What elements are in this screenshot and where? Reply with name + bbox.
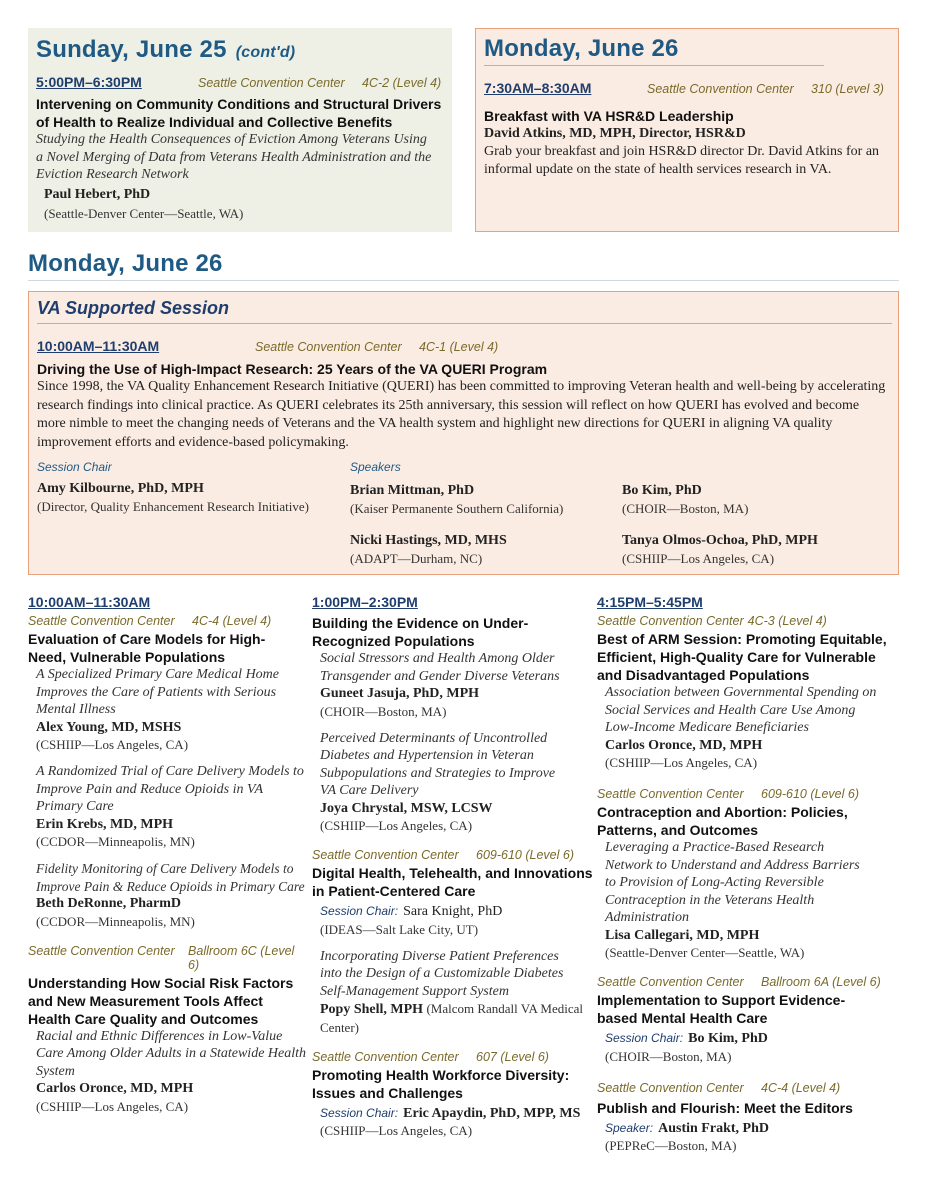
presenter-name: Beth DeRonne, PharmD: [36, 896, 182, 911]
presentation-title: Leveraging a Practice-Based Research Network to Understand and Address Barriers to Provision of Long-Acting Reversible Contraception in the Veterans Health Administration: [605, 840, 860, 925]
col1-s2-venue: Seattle Convention Center: [28, 943, 175, 958]
col3-s1-item: [597, 684, 897, 771]
presenter-name: Popy Shell, MPH: [320, 1002, 424, 1017]
col1-s1-room: 4C-4 (Level 4): [192, 614, 272, 628]
va-session-title: Driving the Use of High-Impact Research: 25 Years of the VA QUERI Program: [37, 361, 548, 377]
va-speakers-label: Speakers: [350, 460, 401, 474]
col1-time: 10:00AM–11:30AM: [28, 594, 151, 610]
presenter-aff: (CSHIIP—Los Angeles, CA): [320, 818, 473, 833]
col3-s2-venue: Seattle Convention Center: [597, 787, 744, 801]
va-speaker-2: [622, 482, 882, 517]
speaker-aff: (PEPReC—Boston, MA): [605, 1138, 737, 1153]
col3-s2-meta: [597, 787, 897, 801]
col3-s4-meta: [597, 1081, 897, 1095]
va-speaker-3: [350, 532, 610, 567]
va-speaker-aff: (ADAPT—Durham, NC): [350, 550, 483, 566]
presenter-aff: (CSHIIP—Los Angeles, CA): [36, 737, 189, 752]
va-speaker-name: Tanya Olmos-Ochoa, PhD, MPH: [622, 533, 818, 548]
col3-s4-venue: Seattle Convention Center: [597, 1080, 744, 1095]
va-speaker-aff: (CHOIR—Boston, MA): [622, 500, 749, 516]
session-chair-name: Eric Apaydin, PhD, MPP, MS: [403, 1105, 581, 1121]
sunday-presentation: Studying the Health Consequences of Eviction Among Veterans Using a Novel Merging of Data from Veterans Health Administration and the Eviction Research Network: [36, 132, 432, 182]
presenter-aff: (CCDOR—Minneapolis, MN): [36, 834, 195, 849]
session-chair-aff: (CSHIIP—Los Angeles, CA): [320, 1123, 473, 1138]
presenter-aff: (Malcom Randall VA Medical Center): [320, 1001, 584, 1035]
sunday-box: [28, 28, 452, 232]
presenter-name: Alex Young, MD, MSHS: [36, 719, 182, 735]
session-chair-name: Bo Kim, PhD: [688, 1031, 768, 1046]
presenter-name: Joya Chrystal, MSW, LCSW: [320, 800, 493, 816]
col2-s2-item: [312, 948, 594, 1036]
va-speaker-name: Nicki Hastings, MD, MHS: [350, 533, 507, 548]
col2-s1-title: Building the Evidence on Under-Recognized Populations: [312, 615, 529, 649]
monday-box-time: 7:30AM–8:30AM: [484, 80, 592, 96]
session-chair-label: Session Chair:: [605, 1031, 684, 1045]
session-chair-aff: (CHOIR—Boston, MA): [605, 1048, 732, 1064]
col2-s2-chair: [312, 900, 594, 938]
col1-s1-item-1: [28, 666, 306, 753]
col1-s1-meta: [28, 614, 306, 628]
presenter-line: [320, 1000, 594, 1036]
column-3: [597, 594, 897, 1154]
monday-heading: Monday, June 26: [28, 250, 223, 277]
session-chair-label: Session Chair:: [320, 904, 399, 918]
presenter-name: Carlos Oronce, MD, MPH: [36, 1081, 194, 1096]
col1-s1-item-3: [28, 860, 306, 930]
monday-box-description: Grab your breakfast and join HSR&D director Dr. David Atkins for an informal update on the state of health services research in VA.: [484, 143, 880, 177]
presentation-title: Racial and Ethnic Differences in Low-Value Care Among Older Adults in a Statewide Health System: [36, 1028, 307, 1079]
sunday-session-title: Intervening on Community Conditions and Structural Drivers of Health to Realize Individual and Collective Benefits: [36, 96, 442, 130]
monday-breakfast-box: [475, 28, 899, 232]
col2-s1-item-1: [312, 650, 594, 720]
presentation-title: Association between Governmental Spending on Social Services and Health Care Use Among Low-Income Medicare Beneficiaries: [605, 685, 877, 735]
presenter-aff: (CHOIR—Boston, MA): [320, 703, 447, 719]
monday-box-room: 310 (Level 3): [811, 82, 884, 96]
presentation-title: Social Stressors and Health Among Older Transgender and Gender Diverse Veterans: [320, 651, 560, 684]
monday-box-venue: Seattle Convention Center: [647, 82, 794, 96]
col3-s3-chair: [597, 1027, 897, 1065]
col1-s1-venue: Seattle Convention Center: [28, 614, 175, 628]
va-speaker-name: Bo Kim, PhD: [622, 483, 702, 498]
va-chair-aff: (Director, Quality Enhancement Research Initiative): [37, 498, 310, 514]
sunday-affiliation: (Seattle-Denver Center—Seattle, WA): [44, 206, 244, 221]
va-session-room: 4C-1 (Level 4): [419, 340, 499, 354]
col2-s2-room: 609-610 (Level 6): [476, 848, 574, 862]
sunday-room: 4C-2 (Level 4): [362, 76, 442, 90]
monday-box-meta: [484, 80, 890, 96]
col3-s2-title: Contraception and Abortion: Policies, Patterns, and Outcomes: [597, 804, 848, 838]
col3-s1-title: Best of ARM Session: Promoting Equitable, Efficient, High-Quality Care for Vulnerable and Disadvantaged Populations: [597, 631, 887, 683]
va-speaker-4: [622, 532, 892, 567]
va-chair-label: Session Chair: [37, 460, 112, 474]
col1-s1-title: Evaluation of Care Models for High-Need, Vulnerable Populations: [28, 631, 266, 665]
va-session-box: [28, 291, 899, 575]
presentation-title: A Randomized Trial of Care Delivery Models to Improve Pain and Reduce Opioids in VA Primary Care: [36, 764, 304, 814]
va-session-meta: [37, 338, 890, 354]
va-session-label: VA Supported Session: [37, 298, 892, 324]
session-chair-label: Session Chair:: [320, 1105, 399, 1120]
presentation-title: Fidelity Monitoring of Care Delivery Models to Improve Pain & Reduce Opioids in Primary Care: [36, 861, 305, 894]
presenter-aff: (CCDOR—Minneapolis, MN): [36, 913, 195, 929]
monday-heading-rule: [28, 280, 899, 281]
col2-s3-venue: Seattle Convention Center: [312, 1049, 459, 1064]
va-speaker-aff: (CSHIIP—Los Angeles, CA): [622, 550, 775, 566]
col3-s3-title: Implementation to Support Evidence-based Mental Health Care: [597, 992, 846, 1026]
session-chair-name: Sara Knight, PhD: [403, 904, 503, 919]
presenter-aff: (Seattle-Denver Center—Seattle, WA): [605, 945, 805, 960]
col3-s1-venue: Seattle Convention Center: [597, 614, 744, 628]
col3-s4-speaker: [597, 1117, 897, 1155]
column-2: [312, 594, 594, 1139]
sunday-speaker: Paul Hebert, PhD: [44, 186, 151, 202]
va-chair-block: [37, 460, 337, 515]
monday-box-speaker: David Atkins, MD, MPH, Director, HSR&D: [484, 126, 746, 141]
presenter-aff: (CSHIIP—Los Angeles, CA): [605, 755, 758, 770]
monday-box-session-title: Breakfast with VA HSR&D Leadership: [484, 108, 734, 124]
sunday-time: 5:00PM–6:30PM: [36, 74, 142, 90]
speaker-name: Austin Frakt, PhD: [658, 1120, 769, 1136]
monday-box-title: Monday, June 26: [484, 35, 824, 66]
speaker-label: Speaker:: [605, 1120, 654, 1135]
col3-s1-meta: [597, 614, 897, 628]
presenter-aff: (CSHIIP—Los Angeles, CA): [36, 1098, 189, 1114]
presentation-title: A Specialized Primary Care Medical Home Improves the Care of Patients with Serious Mental Illness: [36, 667, 280, 717]
sunday-venue: Seattle Convention Center: [198, 76, 345, 90]
col3-s2-item: [597, 839, 897, 961]
col1-s2-room: Ballroom 6C (Level 6): [188, 943, 295, 972]
col2-s3-room: 607 (Level 6): [476, 1049, 549, 1064]
col2-s3-title: Promoting Health Workforce Diversity: Issues and Challenges: [312, 1066, 570, 1101]
va-speaker-aff: (Kaiser Permanente Southern California): [350, 500, 564, 516]
presenter-name: Carlos Oronce, MD, MPH: [605, 737, 763, 753]
sunday-meta: [36, 74, 444, 90]
sunday-cont: (cont'd): [235, 44, 296, 61]
col2-s1-item-2: [312, 730, 594, 835]
presentation-title: Perceived Determinants of Uncontrolled Diabetes and Hypertension in Veteran Subpopulations and Strategies to Improve VA Care Delivery: [320, 730, 556, 798]
va-chair-name: Amy Kilbourne, PhD, MPH: [37, 481, 204, 496]
col2-s2-meta: [312, 848, 594, 862]
presentation-title: Incorporating Diverse Patient Preferences into the Design of a Customizable Diabetes Self-Management Support System: [320, 948, 564, 999]
sunday-title: Sunday, June 25: [36, 36, 227, 63]
va-speaker-name: Brian Mittman, PhD: [350, 483, 475, 498]
col3-s3-meta: [597, 975, 897, 989]
va-session-venue: Seattle Convention Center: [255, 340, 402, 354]
session-chair-aff: (IDEAS—Salt Lake City, UT): [320, 921, 479, 937]
col2-s3-meta: [312, 1050, 594, 1064]
col2-s2-venue: Seattle Convention Center: [312, 848, 459, 862]
va-session-time: 10:00AM–11:30AM: [37, 338, 160, 354]
va-speaker-1: [350, 482, 610, 517]
col1-s2-item: [28, 1028, 306, 1115]
col3-s2-room: 609-610 (Level 6): [761, 787, 859, 801]
col3-time: 4:15PM–5:45PM: [597, 594, 703, 610]
col3-s4-title: Publish and Flourish: Meet the Editors: [597, 1099, 853, 1116]
col3-s4-room: 4C-4 (Level 4): [761, 1080, 841, 1095]
col1-s1-item-2: [28, 763, 306, 850]
presenter-name: Guneet Jasuja, PhD, MPH: [320, 686, 480, 701]
col3-s3-venue: Seattle Convention Center: [597, 975, 744, 989]
column-1: [28, 594, 306, 1115]
col2-time: 1:00PM–2:30PM: [312, 594, 418, 610]
presenter-name: Erin Krebs, MD, MPH: [36, 816, 174, 832]
col1-s2-title: Understanding How Social Risk Factors and New Measurement Tools Affect Health Care Quality and Outcomes: [28, 974, 294, 1027]
va-session-description: Since 1998, the VA Quality Enhancement Research Initiative (QUERI) has been committed to improving Veteran health and well-being by accelerating research findings into clinical practice. As QUERI celebrates its 25th anniversary, this session will reflect on how QUERI has evolved and become more nimble to meet the changing needs of Veterans and the VA health system and highlight new directions for QUERI in aligning VA quality improvement efforts and evidence-based policymaking.: [37, 379, 886, 450]
col3-s3-room: Ballroom 6A (Level 6): [761, 975, 881, 989]
col3-s1-room: 4C-3 (Level 4): [747, 614, 827, 628]
presenter-name: Lisa Callegari, MD, MPH: [605, 927, 760, 943]
col2-s2-title: Digital Health, Telehealth, and Innovations in Patient-Centered Care: [312, 865, 593, 899]
sunday-heading: [36, 36, 444, 64]
col2-s3-chair: [312, 1102, 594, 1140]
col1-s2-meta: [28, 944, 306, 972]
